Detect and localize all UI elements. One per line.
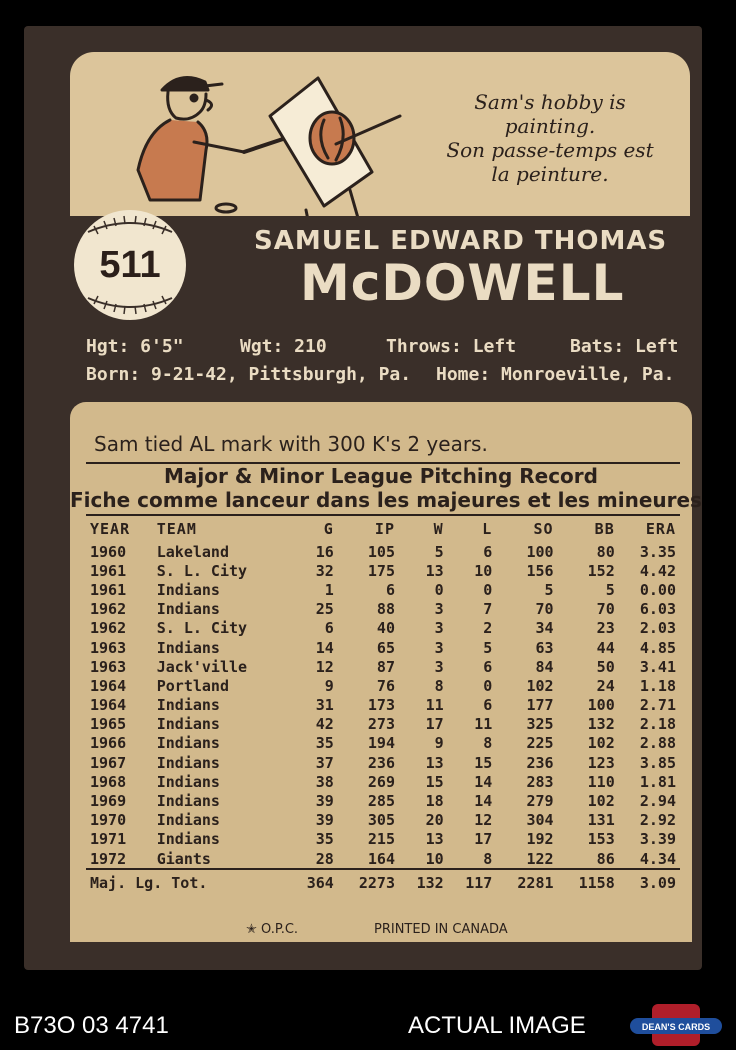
- column-header: IP: [374, 520, 395, 538]
- cartoon-panel: [70, 52, 690, 216]
- table-row: [86, 542, 680, 561]
- table-cell: 10: [425, 849, 444, 868]
- table-cell: 1972: [90, 849, 127, 868]
- table-cell: 110: [587, 772, 615, 791]
- table-row: [86, 715, 680, 734]
- table-cell: Indians: [156, 811, 220, 830]
- table-cell: 17: [474, 830, 493, 849]
- table-cell: 35: [315, 734, 334, 753]
- column-header: BB: [594, 520, 615, 538]
- stats-panel: [70, 402, 702, 942]
- table-row: [86, 657, 680, 676]
- table-cell: 3.85: [639, 753, 676, 772]
- table-cell: 42: [315, 715, 334, 734]
- table-cell: 11: [425, 696, 444, 715]
- cartoon-caption: [400, 90, 700, 186]
- table-row: [86, 638, 680, 657]
- table-cell: 273: [367, 715, 395, 734]
- total-cell: 3.09: [619, 869, 680, 896]
- table-cell: 70: [535, 600, 554, 619]
- table-cell: 1965: [90, 715, 127, 734]
- table-cell: 28: [315, 849, 334, 868]
- table-cell: 305: [367, 811, 395, 830]
- column-header: TEAM: [156, 520, 197, 538]
- table-cell: 4.34: [639, 849, 676, 868]
- table-cell: 192: [526, 830, 554, 849]
- table-cell: Lakeland: [156, 542, 229, 561]
- table-cell: 8: [434, 676, 444, 695]
- cartoon-line: la peinture.: [491, 162, 609, 186]
- table-cell: 65: [376, 638, 395, 657]
- record-title-en: Major & Minor League Pitching Record: [164, 464, 598, 488]
- table-row: [86, 791, 680, 810]
- table-cell: 16: [315, 542, 334, 561]
- table-cell: 34: [535, 619, 554, 638]
- total-cell: 2273: [338, 869, 399, 896]
- table-row: [86, 600, 680, 619]
- table-cell: 8: [483, 734, 493, 753]
- record-title-fr: Fiche comme lanceur dans les majeures et les mineures: [70, 488, 702, 512]
- table-cell: 1: [324, 580, 334, 599]
- table-cell: Indians: [156, 792, 220, 811]
- player-full-name: SAMUEL EDWARD THOMAS: [254, 226, 668, 256]
- table-cell: 88: [376, 600, 395, 619]
- cartoon-line: Son passe-temps est: [446, 138, 654, 162]
- table-cell: 285: [367, 792, 395, 811]
- table-cell: 6: [385, 580, 395, 599]
- bio-throws: Throws: Left: [386, 336, 517, 357]
- table-cell: 304: [526, 811, 554, 830]
- table-cell: 14: [474, 772, 493, 791]
- table-cell: 1963: [90, 657, 127, 676]
- table-cell: 13: [425, 561, 444, 580]
- table-cell: 0: [434, 580, 444, 599]
- baseball-badge: [74, 210, 186, 320]
- table-cell: 279: [526, 792, 554, 811]
- table-cell: 1966: [90, 734, 127, 753]
- table-row: [86, 561, 680, 580]
- scan-id: B73O 03 4741: [14, 1012, 169, 1039]
- table-cell: 156: [526, 561, 554, 580]
- table-cell: 24: [596, 676, 615, 695]
- table-cell: 14: [474, 792, 493, 811]
- bio-born: Born: 9-21-42, Pittsburgh, Pa.: [86, 364, 412, 385]
- table-cell: 6: [483, 542, 493, 561]
- table-row: [86, 734, 680, 753]
- table-row: [86, 580, 680, 599]
- table-cell: 2.92: [639, 811, 676, 830]
- table-cell: 6: [324, 619, 334, 638]
- table-cell: 32: [315, 561, 334, 580]
- total-row: [86, 869, 680, 896]
- scan-label: ACTUAL IMAGE: [408, 1012, 586, 1039]
- table-cell: 1963: [90, 638, 127, 657]
- table-cell: 0: [483, 580, 493, 599]
- table-cell: 70: [596, 600, 615, 619]
- table-cell: 86: [596, 849, 615, 868]
- painter-cartoon-icon: [110, 60, 410, 216]
- table-cell: 194: [367, 734, 395, 753]
- table-cell: Indians: [156, 772, 220, 791]
- table-cell: 3.35: [639, 542, 676, 561]
- table-cell: 215: [367, 830, 395, 849]
- table-cell: Indians: [156, 753, 220, 772]
- table-row: [86, 619, 680, 638]
- table-cell: Indians: [156, 580, 220, 599]
- table-cell: 173: [367, 696, 395, 715]
- table-cell: 44: [596, 638, 615, 657]
- table-cell: 7: [483, 600, 493, 619]
- table-row: [86, 676, 680, 695]
- table-cell: 1962: [90, 600, 127, 619]
- table-cell: Portland: [156, 676, 229, 695]
- table-cell: 17: [425, 715, 444, 734]
- table-cell: 4.85: [639, 638, 676, 657]
- column-header: SO: [533, 520, 554, 538]
- table-cell: 102: [587, 734, 615, 753]
- card-number: 511: [99, 244, 161, 286]
- bio-weight: Wgt: 210: [240, 336, 327, 357]
- table-cell: 3.39: [639, 830, 676, 849]
- table-cell: 23: [596, 619, 615, 638]
- table-cell: 38: [315, 772, 334, 791]
- table-cell: 225: [526, 734, 554, 753]
- table-cell: 123: [587, 753, 615, 772]
- table-cell: 39: [315, 811, 334, 830]
- table-cell: 236: [367, 753, 395, 772]
- table-cell: 20: [425, 811, 444, 830]
- table-cell: 3: [434, 638, 444, 657]
- table-cell: 1968: [90, 772, 127, 791]
- table-cell: 2.94: [639, 792, 676, 811]
- table-cell: Giants: [156, 849, 211, 868]
- table-cell: 40: [376, 619, 395, 638]
- table-cell: 1961: [90, 561, 127, 580]
- table-cell: 87: [376, 657, 395, 676]
- table-cell: 175: [367, 561, 395, 580]
- cartoon-line: Sam's hobby is: [474, 90, 626, 114]
- table-cell: S. L. City: [156, 619, 248, 638]
- table-cell: 11: [474, 715, 493, 734]
- table-cell: 39: [315, 792, 334, 811]
- table-cell: S. L. City: [156, 561, 248, 580]
- table-cell: 152: [587, 561, 615, 580]
- table-cell: Indians: [156, 638, 220, 657]
- table-cell: 105: [367, 542, 395, 561]
- table-row: [86, 830, 680, 849]
- table-cell: 1.18: [639, 676, 676, 695]
- table-cell: 76: [376, 676, 395, 695]
- table-cell: Indians: [156, 734, 220, 753]
- table-cell: Jack'ville: [156, 657, 248, 676]
- table-cell: Indians: [156, 715, 220, 734]
- table-cell: 1971: [90, 830, 127, 849]
- table-cell: 50: [596, 657, 615, 676]
- player-tidbit: Sam tied AL mark with 300 K's 2 years.: [94, 432, 488, 456]
- table-cell: 3: [434, 619, 444, 638]
- table-cell: 12: [474, 811, 493, 830]
- total-cell: 364: [289, 869, 338, 896]
- table-cell: 3: [434, 657, 444, 676]
- player-surname: McDOWELL: [300, 254, 625, 312]
- table-cell: 5: [483, 638, 493, 657]
- table-cell: 1960: [90, 542, 127, 561]
- table-cell: 9: [434, 734, 444, 753]
- total-label: Maj. Lg. Tot.: [86, 869, 289, 896]
- table-cell: 12: [315, 657, 334, 676]
- table-cell: 153: [587, 830, 615, 849]
- table-row: [86, 753, 680, 772]
- table-cell: 5: [434, 542, 444, 561]
- table-cell: 14: [315, 638, 334, 657]
- table-cell: 3: [434, 600, 444, 619]
- table-cell: 18: [425, 792, 444, 811]
- table-row: [86, 696, 680, 715]
- logo-text: DEAN'S CARDS: [641, 1022, 711, 1032]
- opc-credit: [246, 922, 298, 937]
- table-row: [86, 811, 680, 830]
- total-cell: 1158: [558, 869, 619, 896]
- column-header: W: [433, 520, 444, 538]
- table-cell: 132: [587, 715, 615, 734]
- table-cell: 131: [587, 811, 615, 830]
- table-cell: 15: [474, 753, 493, 772]
- table-cell: 325: [526, 715, 554, 734]
- table-cell: 13: [425, 753, 444, 772]
- table-cell: 0.00: [639, 580, 676, 599]
- total-cell: 117: [448, 869, 497, 896]
- total-cell: 132: [399, 869, 448, 896]
- table-cell: 35: [315, 830, 334, 849]
- table-cell: 283: [526, 772, 554, 791]
- table-cell: 8: [483, 849, 493, 868]
- bio-height: Hgt: 6'5": [86, 336, 184, 357]
- table-cell: 84: [535, 657, 554, 676]
- table-cell: 102: [526, 676, 554, 695]
- table-cell: 9: [324, 676, 334, 695]
- table-cell: 6: [483, 657, 493, 676]
- table-cell: 2.03: [639, 619, 676, 638]
- table-cell: 6.03: [639, 600, 676, 619]
- table-cell: 177: [526, 696, 554, 715]
- table-cell: 1970: [90, 811, 127, 830]
- table-cell: 2.71: [639, 696, 676, 715]
- column-header: G: [323, 520, 334, 538]
- table-cell: 100: [526, 542, 554, 561]
- pitching-record-table: [86, 516, 680, 896]
- column-header: L: [482, 520, 493, 538]
- bio-home: Home: Monroeville, Pa.: [436, 364, 675, 385]
- table-cell: 2.88: [639, 734, 676, 753]
- table-cell: 1967: [90, 753, 127, 772]
- table-header-row: [86, 516, 680, 542]
- table-cell: 102: [587, 792, 615, 811]
- table-cell: 13: [425, 830, 444, 849]
- table-row: [86, 772, 680, 791]
- table-cell: 80: [596, 542, 615, 561]
- table-cell: 122: [526, 849, 554, 868]
- table-cell: 6: [483, 696, 493, 715]
- table-row: [86, 849, 680, 869]
- table-cell: 63: [535, 638, 554, 657]
- table-cell: 10: [474, 561, 493, 580]
- table-cell: 1961: [90, 580, 127, 599]
- total-cell: 2281: [496, 869, 557, 896]
- opc-logo-icon: ✭: [246, 922, 257, 937]
- table-cell: 100: [587, 696, 615, 715]
- table-cell: 37: [315, 753, 334, 772]
- table-cell: 5: [544, 580, 554, 599]
- table-cell: 1.81: [639, 772, 676, 791]
- table-cell: 236: [526, 753, 554, 772]
- table-cell: 269: [367, 772, 395, 791]
- deans-cards-logo-icon: [630, 1004, 722, 1046]
- table-cell: 1969: [90, 792, 127, 811]
- bio-bats: Bats: Left: [570, 336, 679, 357]
- table-cell: Indians: [156, 830, 220, 849]
- table-cell: 1964: [90, 676, 127, 695]
- printed-in-canada: PRINTED IN CANADA: [374, 922, 508, 937]
- table-cell: 2: [483, 619, 493, 638]
- table-cell: 2.18: [639, 715, 676, 734]
- table-cell: Indians: [156, 696, 220, 715]
- table-cell: 15: [425, 772, 444, 791]
- table-cell: 25: [315, 600, 334, 619]
- table-cell: 31: [315, 696, 334, 715]
- table-cell: Indians: [156, 600, 220, 619]
- table-cell: 1962: [90, 619, 127, 638]
- table-cell: 0: [483, 676, 493, 695]
- column-header: ERA: [645, 520, 676, 538]
- column-header: YEAR: [90, 520, 131, 538]
- cartoon-line: painting.: [504, 114, 596, 138]
- table-cell: 164: [367, 849, 395, 868]
- opc-text: O.P.C.: [261, 922, 299, 937]
- table-cell: 5: [605, 580, 615, 599]
- table-cell: 1964: [90, 696, 127, 715]
- table-cell: 4.42: [639, 561, 676, 580]
- table-cell: 3.41: [639, 657, 676, 676]
